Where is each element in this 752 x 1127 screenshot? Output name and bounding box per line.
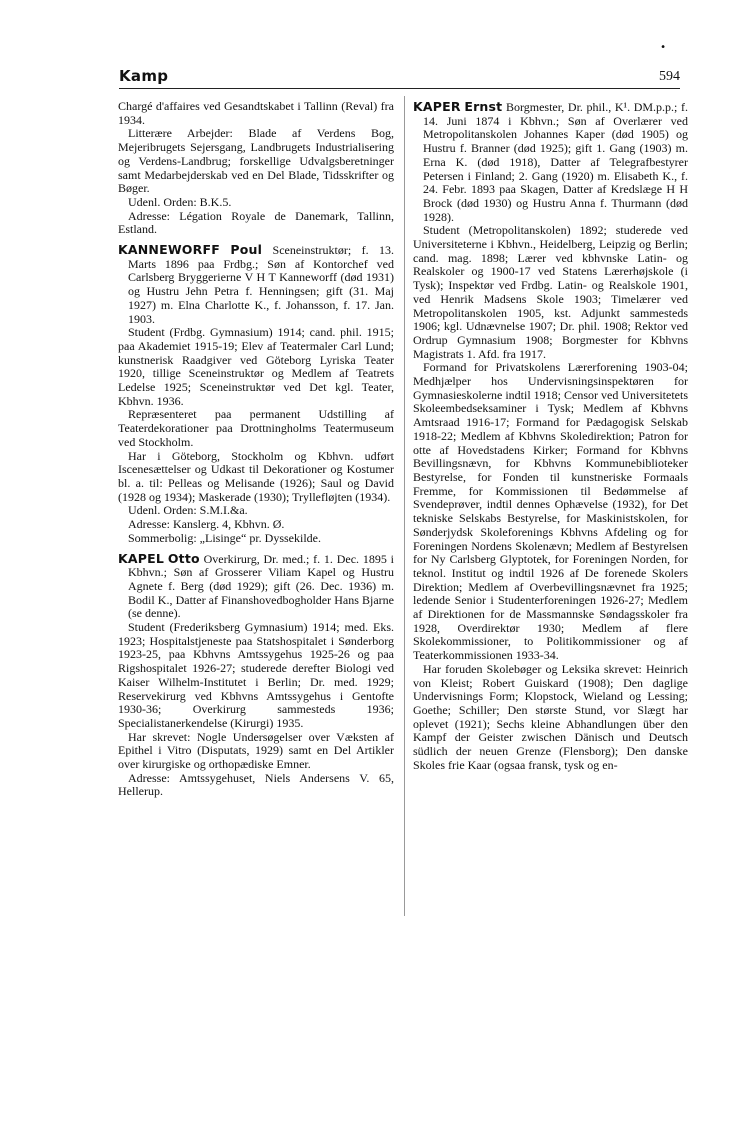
page-number: 594 xyxy=(659,69,680,84)
entry-surname: KAPER xyxy=(413,99,461,114)
entry-lead-text: Borgmester, Dr. phil., K¹. DM.p.p.; f. 14. Juni 1874 i Kbhvn.; Søn af Overlærer ved Metropolitanskolen Johannes Kaper (død 1905) og Hustru f. Branner (død 1925); gift 1. Gang (1903) m. Erna K. (død 1918), Datter af Telegrafbestyrer Petersen i Finland; 2. Gang (1920) m. Elisabeth K., f. 24. Febr. 1893 paa Skagen, Datter af Kredslæge H H Brock (død 1930) og Hustru Anna f. Thurmann (død 1928). xyxy=(423,100,689,224)
entry-given-name: Ernst xyxy=(464,99,503,114)
entry-kanneworff xyxy=(118,243,394,545)
entry-paragraph: Repræsenteret paa permanent Udstilling af Teaterdekorationer paa Drottningholms Teatermuseum ved Stockholm. xyxy=(118,407,394,449)
entry-given-name: Poul xyxy=(230,242,263,258)
running-header xyxy=(119,42,680,89)
continuation-works: Litterære Arbejder: Blade af Verdens Bog, Mejeribrugets Sejersgang, Landbrugets Industrialisering og Verdens-Landbrug; forskellige Udvalgsberetninger samt Medarbejderskab ved en Del Blade, Tidsskrifter og Bøger. xyxy=(118,126,394,196)
entry-paragraph: Adresse: Kanslerg. 4, Kbhvn. Ø. xyxy=(128,517,285,532)
entry-paragraph: Har skrevet: Nogle Undersøgelser over Væksten af Epithel i Vitro (Disputats, 1929) samt en Del Artikler over kirurgiske og orthopædiske Emner. xyxy=(118,729,394,772)
entry-kaper xyxy=(413,100,688,772)
continuation-order: Udenl. Orden: B.K.5. xyxy=(128,194,232,209)
entry-lead-text: Overkirurg, Dr. med.; f. 1. Dec. 1895 i Kbhvn.; Søn af Grosserer Viliam Kapel og Hustru Agnete f. Berg (død 1929); gift (26. Dec. 1936) m. Bodil K., Datter af Finanshovedbogholder Hans Bjarne (se denne). xyxy=(128,551,394,621)
entry-paragraph: Student (Frederiksberg Gymnasium) 1914; med. Eks. 1923; Hospitalstjeneste paa Statshospitalet i Sønderborg 1923-25, paa Kbhvns Amtssygehus 1925-26 og paa Rigshospitalet 1926-27; studerede derefter Biologi ved Kaiser Wilhelm-Institutet i Berlin; Dr. med. 1929; Reservekirurg ved Kbhvns Amtssygehus i Gentofte 1930-36; Overkirurg sammesteds 1936; Specialistanerkendelse (Kirurgi) 1935. xyxy=(118,620,394,730)
left-column xyxy=(118,100,394,805)
entry-paragraph: Formand for Privatskolens Lærerforening 1903-04; Medhjælper hos Undervisningsinspektøren for Gymnasieskolerne indtil 1918; Censor ved Universitetets Skoleembedseksaminer i Tysk; Medlem af Kbhvns Amtsraad 1916-17; Formand for Pædagogisk Selskab 1918-22; Medlem af Kbhvns Skoledirektion; Patron for otte af Hovedstadens Kirker; Formand for Kbhvns Bevillingsnævn, for Kbhvns Kommunebiblioteker Bestyrelse, for Fonden til kunstneriske Formaals Fremme, for Kommissionen til Bedømmelse af Svendeprøver, indtil dennes Ophævelse (1932), for Det tekniske Selskabs Bestyrelse, for Maskinistskolen, for Sønderjydsk Skoleforenings Kbhvns Afdeling og for Foreningen Nordens Skolenævn; Medlem af Bestyrelsen for Ny Carlsberg Glyptotek, for Foreningen Norden, for teknol. Institut og indtil 1926 af De forenede Skolers Direktion; Medlem af Overbevillingsnævnet fra 1925; ledende Senior i Studenterforeningen 1926-27; Medlem af Direktionen for de Massmannske Søndagsskoler fra 1928, Overdirektør 1930; Medlem af flere Skolekommissioner, to Politikommissioner og af Teaterkommissionen 1933-34. xyxy=(413,360,688,663)
entry-paragraph: Har i Göteborg, Stockholm og Kbhvn. udført Iscenesættelser og Udkast til Dekorationer og Kostumer bl. a. til: Pelleas og Melisande (1926); Saul og David (1928 og 1934); Maskerade (1930); Tryllefløjten (1934). xyxy=(118,448,394,504)
entry-surname: KAPEL xyxy=(118,550,165,566)
entry-lead xyxy=(118,243,394,326)
entry-surname: KANNEWORFF xyxy=(118,242,220,258)
running-title: Kamp xyxy=(119,67,169,85)
entry-given-name: Otto xyxy=(167,550,200,566)
continuation-line: Chargé d'affaires ved Gesandtskabet i Tallinn (Reval) fra 1934. xyxy=(118,99,394,127)
continuation-address: Adresse: Légation Royale de Danemark, Tallinn, Estland. xyxy=(118,208,394,237)
entry-paragraph: Student (Metropolitanskolen) 1892; studerede ved Universiteterne i Kbhvn., Heidelberg, Leipzig og Berlin; cand. mag. 1898; Lærer ved kbhvnske Latin- og Realskoler og 1900-17 ved Statens Lærerhøjskole (i Tysk); Inspektør ved Frdbg. Latin- og Realskole 1901, ved Henrik Madsens Skole 1903; Timelærer ved Metropolitanskolen 1905, kst. Adjunkt sammesteds 1906; kgl. Udnævnelse 1907; Dr. phil. 1908; Rektor ved Ordrup Gymnasium 1908; Borgmester for Kbhvns Magistrats 1. Afd. fra 1917. xyxy=(413,223,688,361)
top-mark: • xyxy=(660,42,666,53)
entry-paragraph: Student (Frdbg. Gymnasium) 1914; cand. phil. 1915; paa Akademiet 1915-19; Elev af Teatermaler Carl Lund; kunstnerisk Raadgiver ved Göteborg Lyriska Teater 1920, tillige Sceneinstruktør og Medlem af Teatrets Ledelse 1925; Sceneinstruktør ved Det kgl. Teater, Kbhvn. 1936. xyxy=(118,325,394,408)
entry-kapel xyxy=(118,552,394,800)
entry-lead xyxy=(413,100,688,224)
right-column xyxy=(413,100,688,778)
column-divider xyxy=(404,96,405,916)
entry-lead-text: Sceneinstruktør; f. 13. Marts 1896 paa Frdbg.; Søn af Kontorchef ved Carlsberg Bryggerierne V H T Kanneworff (død 1931) og Hustru Jehn Petra f. Henningsen; gift (31. Maj 1927) m. Elna Charlotte K., f. Johansson, f. 17. Jan. 1903. xyxy=(128,243,394,326)
entry-lead xyxy=(118,552,394,622)
entry-continuation xyxy=(118,100,394,237)
entry-paragraph: Sommerbolig: „Lisinge“ pr. Dyssekilde. xyxy=(128,530,321,545)
entry-paragraph: Har foruden Skolebøger og Leksika skrevet: Heinrich von Kleist; Robert Guiskard (1908); Den daglige Undervisnings Form; Klopstock, Wieland og Lessing; Goethe; Schiller; Den største Stund, vor Slægt har oplevet (1921); Sechs kleine Abhandlungen über den Kampf der Geister zwischen Dänisch und Deutsch südlich der neuen Grenze (Flensborg); Den danske Skoles frie Kaar (ogsaa fransk, tysk og en- xyxy=(413,661,688,772)
entry-paragraph: Udenl. Orden: S.M.I.&a. xyxy=(128,503,248,518)
entry-paragraph: Adresse: Amtssygehuset, Niels Andersens V. 65, Hellerup. xyxy=(118,770,394,799)
